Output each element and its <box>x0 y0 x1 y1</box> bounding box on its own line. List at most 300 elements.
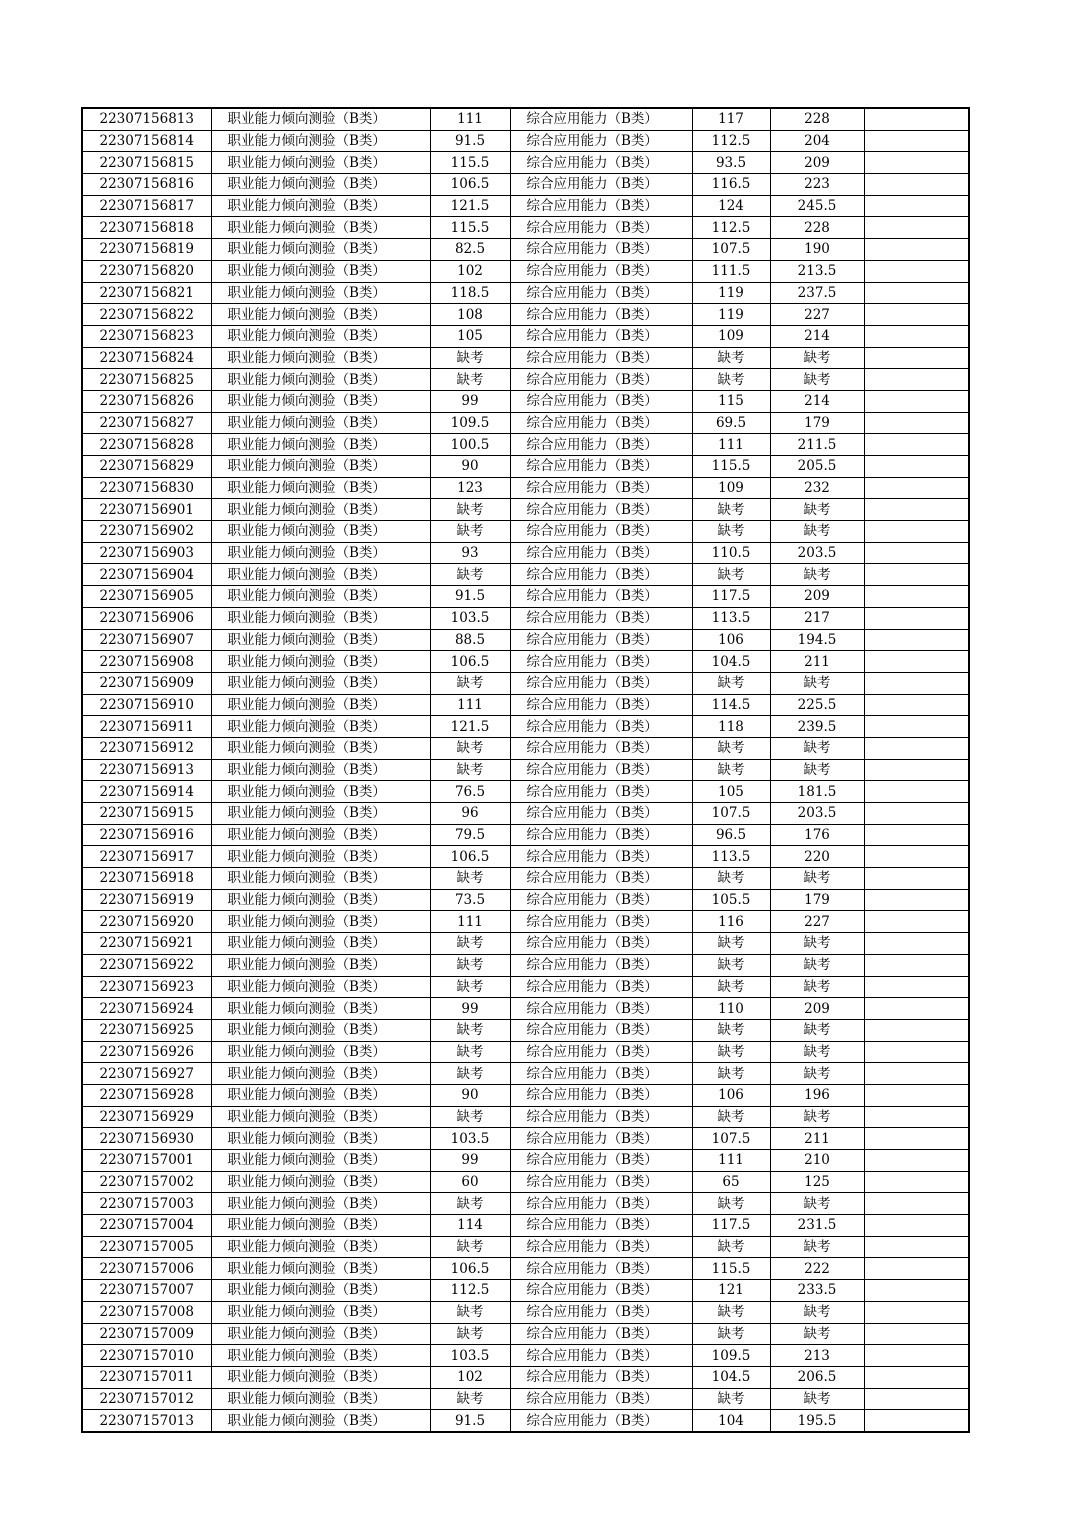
score1-cell: 缺考 <box>430 499 510 521</box>
subject2-cell: 综合应用能力（B类） <box>510 954 692 976</box>
score1-cell: 缺考 <box>430 868 510 890</box>
score2-cell: 112.5 <box>692 217 770 239</box>
candidate-id-cell: 22307156828 <box>82 434 211 456</box>
table-row <box>82 369 969 391</box>
table-row <box>82 1150 969 1172</box>
total-cell: 231.5 <box>770 1215 864 1237</box>
score1-cell: 缺考 <box>430 1323 510 1345</box>
candidate-id-cell: 22307156818 <box>82 217 211 239</box>
table-row <box>82 716 969 738</box>
subject1-cell: 职业能力倾向测验（B类） <box>211 803 430 825</box>
total-cell: 214 <box>770 390 864 412</box>
score2-cell: 107.5 <box>692 239 770 261</box>
total-cell: 217 <box>770 607 864 629</box>
subject2-cell: 综合应用能力（B类） <box>510 1193 692 1215</box>
note-cell <box>864 369 969 391</box>
score2-cell: 缺考 <box>692 564 770 586</box>
score1-cell: 114 <box>430 1215 510 1237</box>
note-cell <box>864 260 969 282</box>
score1-cell: 109.5 <box>430 412 510 434</box>
note-cell <box>864 174 969 196</box>
subject1-cell: 职业能力倾向测验（B类） <box>211 369 430 391</box>
subject2-cell: 综合应用能力（B类） <box>510 737 692 759</box>
candidate-id-cell: 22307156929 <box>82 1106 211 1128</box>
candidate-id-cell: 22307156830 <box>82 477 211 499</box>
note-cell <box>864 521 969 543</box>
candidate-id-cell: 22307156914 <box>82 781 211 803</box>
table-row <box>82 542 969 564</box>
subject1-cell: 职业能力倾向测验（B类） <box>211 260 430 282</box>
score1-cell: 缺考 <box>430 1106 510 1128</box>
score2-cell: 缺考 <box>692 1019 770 1041</box>
table-row <box>82 933 969 955</box>
score1-cell: 111 <box>430 911 510 933</box>
score1-cell: 缺考 <box>430 976 510 998</box>
total-cell: 205.5 <box>770 456 864 478</box>
subject1-cell: 职业能力倾向测验（B类） <box>211 954 430 976</box>
score2-cell: 111.5 <box>692 260 770 282</box>
total-cell: 缺考 <box>770 521 864 543</box>
table-row <box>82 954 969 976</box>
score1-cell: 缺考 <box>430 954 510 976</box>
note-cell <box>864 1041 969 1063</box>
score2-cell: 116 <box>692 911 770 933</box>
candidate-id-cell: 22307156910 <box>82 694 211 716</box>
candidate-id-cell: 22307157005 <box>82 1236 211 1258</box>
candidate-id-cell: 22307156925 <box>82 1019 211 1041</box>
table-row <box>82 889 969 911</box>
candidate-id-cell: 22307157008 <box>82 1301 211 1323</box>
score2-cell: 117.5 <box>692 586 770 608</box>
score-table <box>81 107 970 1433</box>
note-cell <box>864 651 969 673</box>
total-cell: 缺考 <box>770 737 864 759</box>
candidate-id-cell: 22307156902 <box>82 521 211 543</box>
score2-cell: 缺考 <box>692 1388 770 1410</box>
table-row <box>82 1388 969 1410</box>
score2-cell: 缺考 <box>692 347 770 369</box>
table-row <box>82 868 969 890</box>
subject2-cell: 综合应用能力（B类） <box>510 1258 692 1280</box>
table-row <box>82 304 969 326</box>
subject2-cell: 综合应用能力（B类） <box>510 1301 692 1323</box>
score1-cell: 99 <box>430 390 510 412</box>
subject2-cell: 综合应用能力（B类） <box>510 976 692 998</box>
note-cell <box>864 933 969 955</box>
score2-cell: 111 <box>692 1150 770 1172</box>
total-cell: 237.5 <box>770 282 864 304</box>
subject1-cell: 职业能力倾向测验（B类） <box>211 1345 430 1367</box>
score1-cell: 88.5 <box>430 629 510 651</box>
subject1-cell: 职业能力倾向测验（B类） <box>211 737 430 759</box>
score2-cell: 缺考 <box>692 1301 770 1323</box>
total-cell: 203.5 <box>770 542 864 564</box>
note-cell <box>864 239 969 261</box>
table-row <box>82 846 969 868</box>
subject1-cell: 职业能力倾向测验（B类） <box>211 1280 430 1302</box>
note-cell <box>864 1063 969 1085</box>
candidate-id-cell: 22307156819 <box>82 239 211 261</box>
subject1-cell: 职业能力倾向测验（B类） <box>211 239 430 261</box>
subject1-cell: 职业能力倾向测验（B类） <box>211 1063 430 1085</box>
score2-cell: 115.5 <box>692 456 770 478</box>
candidate-id-cell: 22307156912 <box>82 737 211 759</box>
subject1-cell: 职业能力倾向测验（B类） <box>211 868 430 890</box>
note-cell <box>864 781 969 803</box>
table-row <box>82 195 969 217</box>
note-cell <box>864 1215 969 1237</box>
subject2-cell: 综合应用能力（B类） <box>510 1345 692 1367</box>
candidate-id-cell: 22307156823 <box>82 325 211 347</box>
score2-cell: 115.5 <box>692 1258 770 1280</box>
note-cell <box>864 456 969 478</box>
candidate-id-cell: 22307157010 <box>82 1345 211 1367</box>
subject2-cell: 综合应用能力（B类） <box>510 239 692 261</box>
score2-cell: 118 <box>692 716 770 738</box>
subject2-cell: 综合应用能力（B类） <box>510 130 692 152</box>
subject1-cell: 职业能力倾向测验（B类） <box>211 976 430 998</box>
subject2-cell: 综合应用能力（B类） <box>510 1106 692 1128</box>
score1-cell: 缺考 <box>430 1041 510 1063</box>
score2-cell: 104 <box>692 1410 770 1432</box>
candidate-id-cell: 22307156827 <box>82 412 211 434</box>
subject1-cell: 职业能力倾向测验（B类） <box>211 174 430 196</box>
note-cell <box>864 1366 969 1388</box>
note-cell <box>864 868 969 890</box>
subject1-cell: 职业能力倾向测验（B类） <box>211 499 430 521</box>
total-cell: 209 <box>770 152 864 174</box>
total-cell: 缺考 <box>770 499 864 521</box>
table-row <box>82 434 969 456</box>
table-row <box>82 694 969 716</box>
score1-cell: 118.5 <box>430 282 510 304</box>
score2-cell: 缺考 <box>692 1323 770 1345</box>
total-cell: 232 <box>770 477 864 499</box>
subject2-cell: 综合应用能力（B类） <box>510 499 692 521</box>
subject2-cell: 综合应用能力（B类） <box>510 434 692 456</box>
total-cell: 239.5 <box>770 716 864 738</box>
table-row <box>82 1258 969 1280</box>
note-cell <box>864 152 969 174</box>
table-row <box>82 1106 969 1128</box>
score1-cell: 缺考 <box>430 1063 510 1085</box>
score2-cell: 119 <box>692 304 770 326</box>
table-row <box>82 1171 969 1193</box>
score2-cell: 124 <box>692 195 770 217</box>
candidate-id-cell: 22307156829 <box>82 456 211 478</box>
total-cell: 223 <box>770 174 864 196</box>
note-cell <box>864 586 969 608</box>
score2-cell: 105.5 <box>692 889 770 911</box>
note-cell <box>864 1388 969 1410</box>
subject1-cell: 职业能力倾向测验（B类） <box>211 347 430 369</box>
subject2-cell: 综合应用能力（B类） <box>510 174 692 196</box>
score1-cell: 60 <box>430 1171 510 1193</box>
candidate-id-cell: 22307156905 <box>82 586 211 608</box>
subject2-cell: 综合应用能力（B类） <box>510 586 692 608</box>
score1-cell: 103.5 <box>430 1128 510 1150</box>
score2-cell: 缺考 <box>692 976 770 998</box>
total-cell: 缺考 <box>770 1388 864 1410</box>
score1-cell: 缺考 <box>430 933 510 955</box>
table-row <box>82 477 969 499</box>
total-cell: 211 <box>770 651 864 673</box>
candidate-id-cell: 22307156903 <box>82 542 211 564</box>
subject1-cell: 职业能力倾向测验（B类） <box>211 911 430 933</box>
score1-cell: 缺考 <box>430 737 510 759</box>
subject1-cell: 职业能力倾向测验（B类） <box>211 542 430 564</box>
score1-cell: 99 <box>430 998 510 1020</box>
score1-cell: 99 <box>430 1150 510 1172</box>
total-cell: 缺考 <box>770 1106 864 1128</box>
total-cell: 缺考 <box>770 1019 864 1041</box>
table-row <box>82 390 969 412</box>
candidate-id-cell: 22307157007 <box>82 1280 211 1302</box>
candidate-id-cell: 22307156909 <box>82 672 211 694</box>
subject1-cell: 职业能力倾向测验（B类） <box>211 824 430 846</box>
candidate-id-cell: 22307156923 <box>82 976 211 998</box>
score1-cell: 106.5 <box>430 174 510 196</box>
score2-cell: 缺考 <box>692 737 770 759</box>
total-cell: 缺考 <box>770 1323 864 1345</box>
score1-cell: 105 <box>430 325 510 347</box>
score2-cell: 115 <box>692 390 770 412</box>
candidate-id-cell: 22307156927 <box>82 1063 211 1085</box>
note-cell <box>864 390 969 412</box>
score2-cell: 111 <box>692 434 770 456</box>
total-cell: 缺考 <box>770 868 864 890</box>
table-row <box>82 824 969 846</box>
candidate-id-cell: 22307156821 <box>82 282 211 304</box>
score1-cell: 82.5 <box>430 239 510 261</box>
score1-cell: 73.5 <box>430 889 510 911</box>
total-cell: 204 <box>770 130 864 152</box>
candidate-id-cell: 22307156926 <box>82 1041 211 1063</box>
subject1-cell: 职业能力倾向测验（B类） <box>211 304 430 326</box>
subject2-cell: 综合应用能力（B类） <box>510 477 692 499</box>
table-row <box>82 1193 969 1215</box>
candidate-id-cell: 22307156924 <box>82 998 211 1020</box>
score1-cell: 缺考 <box>430 347 510 369</box>
candidate-id-cell: 22307156918 <box>82 868 211 890</box>
score1-cell: 缺考 <box>430 672 510 694</box>
note-cell <box>864 1345 969 1367</box>
subject2-cell: 综合应用能力（B类） <box>510 1215 692 1237</box>
subject2-cell: 综合应用能力（B类） <box>510 1236 692 1258</box>
table-row <box>82 737 969 759</box>
note-cell <box>864 846 969 868</box>
note-cell <box>864 1410 969 1432</box>
total-cell: 179 <box>770 889 864 911</box>
total-cell: 缺考 <box>770 1301 864 1323</box>
subject2-cell: 综合应用能力（B类） <box>510 390 692 412</box>
score2-cell: 113.5 <box>692 846 770 868</box>
candidate-id-cell: 22307156930 <box>82 1128 211 1150</box>
total-cell: 190 <box>770 239 864 261</box>
score2-cell: 113.5 <box>692 607 770 629</box>
subject1-cell: 职业能力倾向测验（B类） <box>211 694 430 716</box>
score1-cell: 76.5 <box>430 781 510 803</box>
note-cell <box>864 1236 969 1258</box>
subject2-cell: 综合应用能力（B类） <box>510 1388 692 1410</box>
subject2-cell: 综合应用能力（B类） <box>510 1019 692 1041</box>
score1-cell: 91.5 <box>430 130 510 152</box>
table-row <box>82 499 969 521</box>
score2-cell: 106 <box>692 1084 770 1106</box>
note-cell <box>864 195 969 217</box>
table-row <box>82 803 969 825</box>
subject2-cell: 综合应用能力（B类） <box>510 1041 692 1063</box>
total-cell: 缺考 <box>770 1041 864 1063</box>
score1-cell: 缺考 <box>430 1388 510 1410</box>
score2-cell: 117.5 <box>692 1215 770 1237</box>
note-cell <box>864 434 969 456</box>
subject1-cell: 职业能力倾向测验（B类） <box>211 1106 430 1128</box>
note-cell <box>864 304 969 326</box>
subject2-cell: 综合应用能力（B类） <box>510 629 692 651</box>
note-cell <box>864 1258 969 1280</box>
table-row <box>82 1410 969 1432</box>
candidate-id-cell: 22307156814 <box>82 130 211 152</box>
note-cell <box>864 607 969 629</box>
score1-cell: 121.5 <box>430 195 510 217</box>
subject1-cell: 职业能力倾向测验（B类） <box>211 1171 430 1193</box>
subject2-cell: 综合应用能力（B类） <box>510 803 692 825</box>
score2-cell: 缺考 <box>692 933 770 955</box>
total-cell: 176 <box>770 824 864 846</box>
score1-cell: 111 <box>430 694 510 716</box>
total-cell: 209 <box>770 586 864 608</box>
subject2-cell: 综合应用能力（B类） <box>510 1084 692 1106</box>
subject1-cell: 职业能力倾向测验（B类） <box>211 1041 430 1063</box>
note-cell <box>864 1150 969 1172</box>
table-row <box>82 586 969 608</box>
note-cell <box>864 130 969 152</box>
note-cell <box>864 282 969 304</box>
subject1-cell: 职业能力倾向测验（B类） <box>211 1301 430 1323</box>
score1-cell: 93 <box>430 542 510 564</box>
subject1-cell: 职业能力倾向测验（B类） <box>211 629 430 651</box>
total-cell: 缺考 <box>770 1193 864 1215</box>
score1-cell: 115.5 <box>430 217 510 239</box>
table-row <box>82 108 969 130</box>
subject1-cell: 职业能力倾向测验（B类） <box>211 521 430 543</box>
table-row <box>82 607 969 629</box>
score2-cell: 96.5 <box>692 824 770 846</box>
total-cell: 210 <box>770 1150 864 1172</box>
subject2-cell: 综合应用能力（B类） <box>510 1171 692 1193</box>
subject1-cell: 职业能力倾向测验（B类） <box>211 672 430 694</box>
total-cell: 228 <box>770 108 864 130</box>
score1-cell: 121.5 <box>430 716 510 738</box>
table-row <box>82 759 969 781</box>
score2-cell: 69.5 <box>692 412 770 434</box>
subject2-cell: 综合应用能力（B类） <box>510 759 692 781</box>
score2-cell: 117 <box>692 108 770 130</box>
subject1-cell: 职业能力倾向测验（B类） <box>211 412 430 434</box>
score1-cell: 缺考 <box>430 369 510 391</box>
total-cell: 228 <box>770 217 864 239</box>
subject1-cell: 职业能力倾向测验（B类） <box>211 586 430 608</box>
subject1-cell: 职业能力倾向测验（B类） <box>211 477 430 499</box>
candidate-id-cell: 22307156913 <box>82 759 211 781</box>
score1-cell: 90 <box>430 456 510 478</box>
table-row <box>82 998 969 1020</box>
note-cell <box>864 499 969 521</box>
note-cell <box>864 672 969 694</box>
total-cell: 缺考 <box>770 1236 864 1258</box>
note-cell <box>864 737 969 759</box>
note-cell <box>864 1084 969 1106</box>
subject2-cell: 综合应用能力（B类） <box>510 1150 692 1172</box>
note-cell <box>864 1128 969 1150</box>
subject1-cell: 职业能力倾向测验（B类） <box>211 1323 430 1345</box>
total-cell: 213.5 <box>770 260 864 282</box>
total-cell: 缺考 <box>770 1063 864 1085</box>
total-cell: 181.5 <box>770 781 864 803</box>
candidate-id-cell: 22307156911 <box>82 716 211 738</box>
subject2-cell: 综合应用能力（B类） <box>510 998 692 1020</box>
table-row <box>82 325 969 347</box>
candidate-id-cell: 22307157012 <box>82 1388 211 1410</box>
total-cell: 206.5 <box>770 1366 864 1388</box>
table-row <box>82 1280 969 1302</box>
table-row <box>82 1041 969 1063</box>
total-cell: 缺考 <box>770 672 864 694</box>
candidate-id-cell: 22307156824 <box>82 347 211 369</box>
table-row <box>82 1063 969 1085</box>
candidate-id-cell: 22307156813 <box>82 108 211 130</box>
score2-cell: 109.5 <box>692 1345 770 1367</box>
subject2-cell: 综合应用能力（B类） <box>510 933 692 955</box>
score2-cell: 缺考 <box>692 1106 770 1128</box>
candidate-id-cell: 22307156901 <box>82 499 211 521</box>
subject2-cell: 综合应用能力（B类） <box>510 542 692 564</box>
note-cell <box>864 911 969 933</box>
score2-cell: 121 <box>692 1280 770 1302</box>
candidate-id-cell: 22307156916 <box>82 824 211 846</box>
subject1-cell: 职业能力倾向测验（B类） <box>211 434 430 456</box>
score2-cell: 110.5 <box>692 542 770 564</box>
note-cell <box>864 564 969 586</box>
subject2-cell: 综合应用能力（B类） <box>510 694 692 716</box>
score2-cell: 104.5 <box>692 1366 770 1388</box>
candidate-id-cell: 22307156920 <box>82 911 211 933</box>
score2-cell: 107.5 <box>692 1128 770 1150</box>
score2-cell: 缺考 <box>692 369 770 391</box>
subject1-cell: 职业能力倾向测验（B类） <box>211 1084 430 1106</box>
total-cell: 245.5 <box>770 195 864 217</box>
candidate-id-cell: 22307157001 <box>82 1150 211 1172</box>
subject2-cell: 综合应用能力（B类） <box>510 564 692 586</box>
subject1-cell: 职业能力倾向测验（B类） <box>211 564 430 586</box>
subject2-cell: 综合应用能力（B类） <box>510 217 692 239</box>
score1-cell: 缺考 <box>430 1193 510 1215</box>
note-cell <box>864 412 969 434</box>
table-row <box>82 260 969 282</box>
table-row <box>82 1323 969 1345</box>
note-cell <box>864 803 969 825</box>
table-row <box>82 456 969 478</box>
subject2-cell: 综合应用能力（B类） <box>510 911 692 933</box>
subject2-cell: 综合应用能力（B类） <box>510 1280 692 1302</box>
note-cell <box>864 694 969 716</box>
table-row <box>82 174 969 196</box>
candidate-id-cell: 22307156816 <box>82 174 211 196</box>
score2-cell: 109 <box>692 477 770 499</box>
total-cell: 233.5 <box>770 1280 864 1302</box>
subject2-cell: 综合应用能力（B类） <box>510 607 692 629</box>
